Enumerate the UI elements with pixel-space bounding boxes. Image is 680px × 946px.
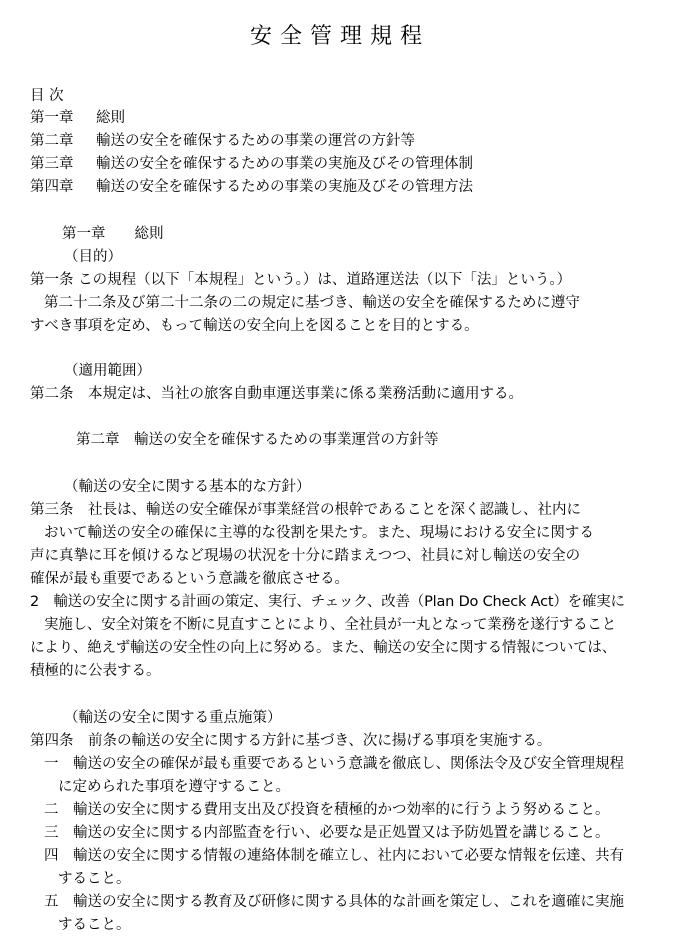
article-text-line: おいて輸送の安全の確保に主導的な役割を果たす。また、現場における安全に関する	[44, 525, 594, 541]
list-item-line: 三 輸送の安全に関する内部監査を行い、必要な是正処置又は予防処置を講じること。	[44, 825, 610, 841]
article-text-line: すべき事項を定め、もって輸送の安全向上を図ることを目的とする。	[30, 318, 479, 334]
toc-item-label: 総則	[96, 110, 125, 126]
article-text-line: により、絶えず輸送の安全性の向上に努める。また、輸送の安全に関する情報については、	[30, 640, 617, 656]
list-item-line: 一 輸送の安全の確保が最も重要であるという意識を徹底し、関係法令及び安全管理規程	[44, 756, 624, 772]
article-text-line: 確保が最も重要であるという意識を徹底させる。	[30, 571, 349, 587]
article-text-line: 第四条 前条の輸送の安全に関する方針に基づき、次に揚げる事項を実施する。	[30, 733, 552, 749]
article-text-line: 第一条 この規程（以下「本規程」という。）は、道路運送法（以下「法」という。）	[30, 272, 572, 288]
toc-item-number: 第四章	[30, 179, 74, 195]
document-title: 安全管理規程	[249, 24, 430, 49]
toc-item	[30, 131, 415, 151]
article-caption: （輸送の安全に関する重点施策）	[64, 710, 282, 726]
toc-item-number: 第二章	[30, 133, 74, 149]
article-text-line: 声に真摯に耳を傾けるなど現場の状況を十分に踏まえつつ、社員に対し輸送の安全の	[30, 548, 581, 564]
toc-item-label: 輸送の安全を確保するための事業の実施及びその管理方法	[96, 179, 473, 195]
article-text-line: 2 輸送の安全に関する計画の策定、実行、チェック、改善（Plan Do Check Act）を確実に	[30, 594, 625, 610]
toc-item-number: 第三章	[30, 156, 74, 172]
article-text-line: 第二条 本規定は、当社の旅客自動車運送事業に係る業務活動に適用する。	[30, 386, 523, 402]
toc-item-label: 輸送の安全を確保するための事業の実施及びその管理体制	[96, 156, 473, 172]
list-item-line: 五 輸送の安全に関する教育及び研修に関する具体的な計画を策定し、これを適確に実施	[44, 894, 624, 910]
article-caption: （輸送の安全に関する基本的な方針）	[64, 479, 311, 495]
article-text-line: 第二十二条及び第二十二条の二の規定に基づき、輸送の安全を確保するために遵守	[44, 295, 580, 311]
toc-item-label: 輸送の安全を確保するための事業の運営の方針等	[96, 133, 415, 149]
toc-item-number: 第一章	[30, 110, 74, 126]
chapter-heading: 第二章 輸送の安全を確保するための事業運営の方針等	[76, 432, 439, 448]
article-text-line: 第三条 社長は、輸送の安全確保が事業経営の根幹であることを深く認識し、社内に	[30, 502, 581, 518]
article-text-line: 実施し、安全対策を不断に見直すことにより、全社員が一丸となって業務を遂行すること	[44, 617, 616, 633]
chapter-heading: 第一章 総則	[62, 226, 164, 242]
article-caption: （適用範囲）	[64, 363, 151, 379]
toc-item	[30, 108, 125, 128]
article-caption: （目的）	[64, 249, 122, 265]
list-item-line: すること。	[58, 871, 131, 887]
toc-item	[30, 177, 473, 197]
article-text-line: 積極的に公表する。	[30, 663, 161, 679]
list-item-line: に定められた事項を遵守すること。	[58, 779, 290, 795]
list-item-line: すること。	[58, 917, 131, 933]
list-item-line: 四 輸送の安全に関する情報の連絡体制を確立し、社内において必要な情報を伝達、共有	[44, 848, 624, 864]
toc-item	[30, 154, 473, 174]
toc-heading: 目 次	[30, 88, 64, 104]
list-item-line: 二 輸送の安全に関する費用支出及び投資を積極的かつ効率的に行うよう努めること。	[44, 802, 610, 818]
